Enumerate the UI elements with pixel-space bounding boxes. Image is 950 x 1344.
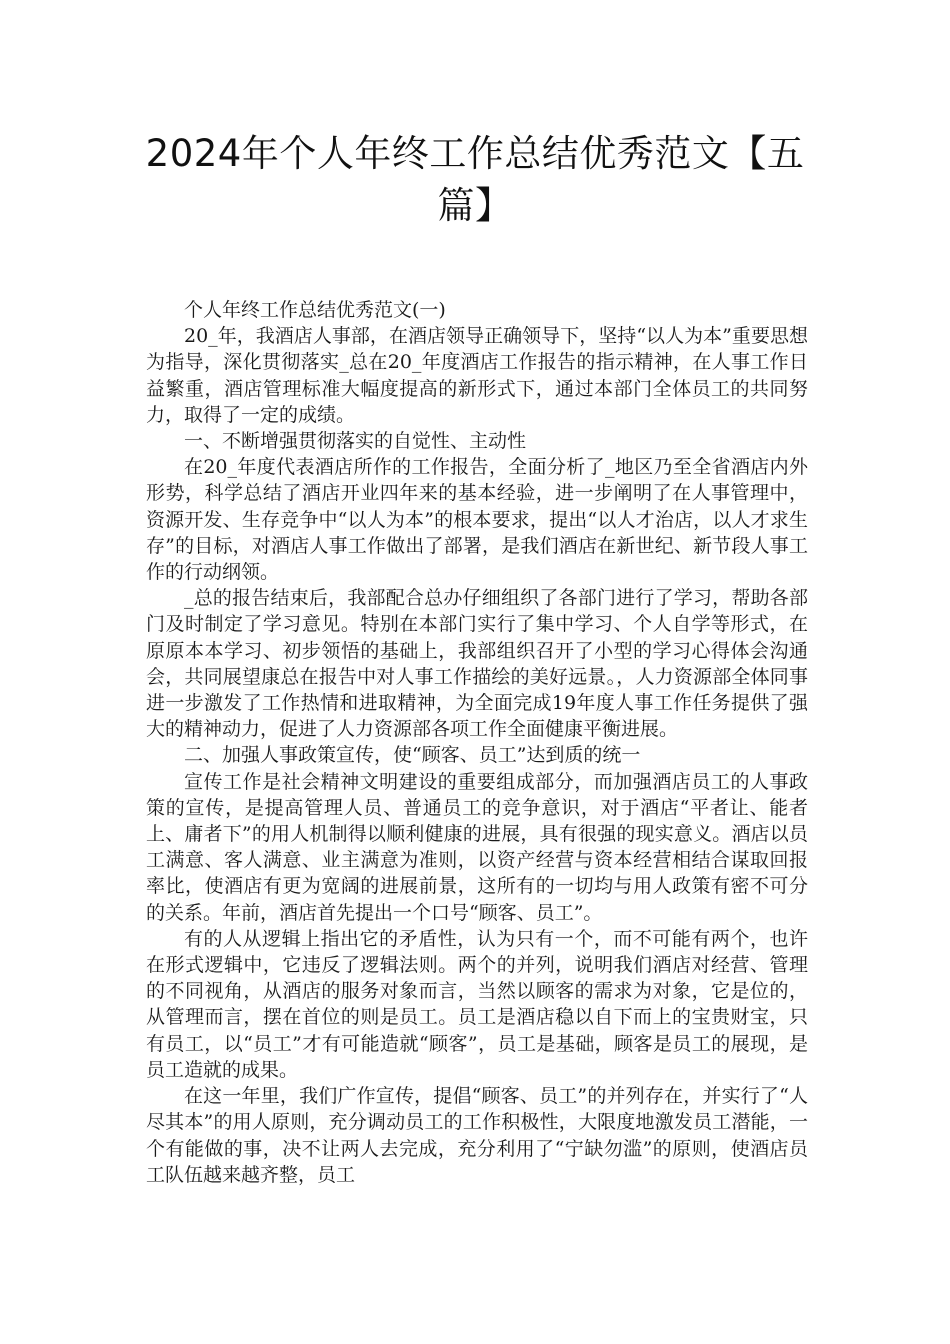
- document-body: [146, 297, 808, 1188]
- body-paragraph: 有的人从逻辑上指出它的矛盾性，认为只有一个，而不可能有两个，也许在形式逻辑中，它违反了逻辑法则。两个的并列，说明我们酒店对经营、管理的不同视角，从酒店的服务对象而言，当然以顾客的需求为对象，它是位的，从管理而言，摆在首位的则是员工。员工是酒店稳以自下而上的宝贵财宝，只有员工，以“员工”才有可能造就“顾客”，员工是基础，顾客是员工的展现，是员工造就的成果。: [146, 927, 808, 1081]
- section-heading-one: 一、不断增强贯彻落实的自觉性、主动性: [184, 430, 527, 453]
- body-paragraph: 在这一年里，我们广作宣传，提倡“顾客、员工”的并列存在，并实行了“人尽其本”的用人原则，充分调动员工的工作积极性，大限度地激发员工潜能，一个有能做的事，决不让两人去完成，充分利用了“宁缺勿滥”的原则，使酒店员工队伍越来越齐整，员工: [146, 1085, 808, 1186]
- section-heading-example-one: 个人年终工作总结优秀范文(一): [184, 299, 446, 321]
- body-paragraph: 在20_年度代表酒店所作的工作报告，全面分析了_地区乃至全省酒店内外形势，科学总结了酒店开业四年来的基本经验，进一步阐明了在人事管理中，资源开发、生存竞争中“以人为本”的根本要求，提出“以人才治店，以人才求生存”的目标，对酒店人事工作做出了部署，是我们酒店在新世纪、新节段人事工作的行动纲领。: [146, 456, 808, 584]
- section-heading-two: 二、加强人事政策宣传，使“顾客、员工”达到质的统一: [184, 744, 641, 767]
- body-paragraph: 20_年，我酒店人事部，在酒店领导正确领导下，坚持“以人为本”重要思想为指导，深化贯彻落实_总在20_年度酒店工作报告的指示精神，在人事工作日益繁重，酒店管理标准大幅度提高的新形式下，通过本部门全体员工的共同努力，取得了一定的成绩。: [146, 325, 808, 426]
- body-paragraph: 宣传工作是社会精神文明建设的重要组成部分，而加强酒店员工的人事政策的宣传，是提高管理人员、普通员工的竞争意识，对于酒店“平者让、能者上、庸者下”的用人机制得以顺利健康的进展，具有很强的现实意义。酒店以员工满意、客人满意、业主满意为准则，以资产经营与资本经营相结合谋取回报率比，使酒店有更为宽阔的进展前景，这所有的一切均与用人政策有密不可分的关系。年前，酒店首先提出一个口号“顾客、员工”。: [146, 770, 808, 924]
- document-title: 2024年个人年终工作总结优秀范文【五篇】: [145, 132, 805, 227]
- body-paragraph: _总的报告结束后，我部配合总办仔细组织了各部门进行了学习，帮助各部门及时制定了学习意见。特别在本部门实行了集中学习、个人自学等形式，在原原本本学习、初步领悟的基础上，我部组织召开了小型的学习心得体会沟通会，共同展望康总在报告中对人事工作描绘的美好远景。，人力资源部全体同事进一步激发了工作热情和进取精神，为全面完成19年度人事工作任务提供了强大的精神动力，促进了人力资源部各项工作全面健康平衡进展。: [146, 587, 808, 741]
